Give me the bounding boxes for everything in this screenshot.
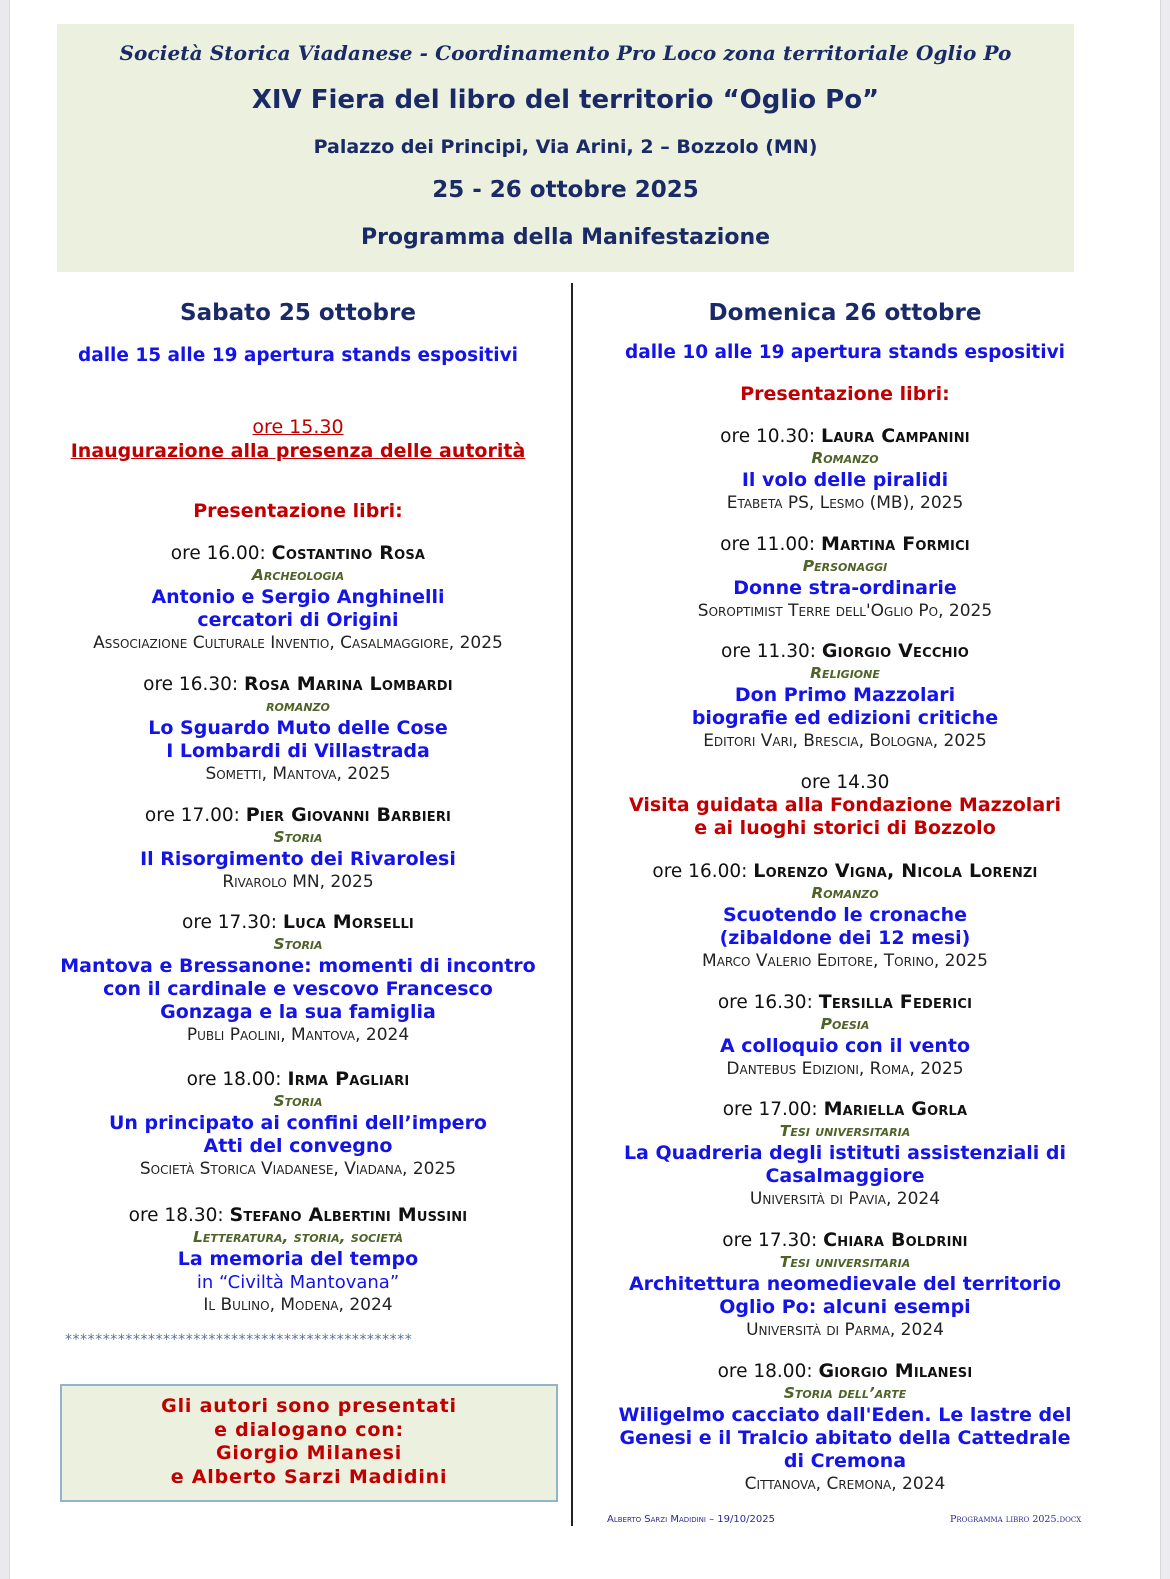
- event-time: ore 17.00:: [722, 1099, 818, 1120]
- event-title-line: biografie ed edizioni critiche: [691, 707, 999, 729]
- event-author: Giorgio Milanesi: [818, 1360, 973, 1382]
- visit-time: ore 14.30: [800, 772, 890, 793]
- event-title-line: Antonio e Sergio Anghinelli: [151, 586, 445, 608]
- sunday-event: [600, 860, 1090, 972]
- event-title-line: Lo Sguardo Muto delle Cose: [148, 717, 448, 739]
- event-title-line: I Lombardi di Villastrada: [166, 740, 430, 762]
- sunday-event: [600, 1098, 1090, 1210]
- event-title-line: Oglio Po: alcuni esempi: [719, 1296, 971, 1318]
- sunday-event: [600, 425, 1090, 514]
- event-author: Rosa Marina Lombardi: [244, 673, 453, 695]
- event-genre: Storia dell’arte: [783, 1384, 907, 1402]
- moderators-note: [60, 1384, 558, 1502]
- header-banner: [57, 24, 1074, 272]
- sunday-title: Domenica 26 ottobre: [708, 300, 982, 326]
- event-publisher: Etabeta PS, Lesmo (MB), 2025: [726, 493, 964, 513]
- event-author: Irma Pagliari: [287, 1068, 410, 1090]
- inauguration-text: Inaugurazione alla presenza delle autorità: [70, 440, 526, 462]
- saturday-event: [57, 542, 539, 654]
- event-publisher: Università di Pavia, 2024: [749, 1189, 941, 1209]
- column-divider: [571, 283, 573, 1526]
- event-title-line: Gonzaga e la sua famiglia: [160, 1001, 436, 1023]
- viewer-scrollbar[interactable]: [1160, 0, 1170, 1579]
- visit-title-line: e ai luoghi storici di Bozzolo: [694, 817, 996, 839]
- sunday-event: [600, 533, 1090, 622]
- sunday-event: [600, 991, 1090, 1080]
- event-title-line: Don Primo Mazzolari: [734, 684, 956, 706]
- inauguration-time: ore 15.30: [252, 416, 344, 438]
- event-genre: Personaggi: [802, 557, 888, 575]
- event-time: ore 16.00:: [170, 543, 266, 564]
- sunday-presentations-label: Presentazione libri:: [740, 383, 950, 405]
- event-genre: Romanzo: [811, 884, 879, 902]
- event-publisher: Associazione Culturale Inventio, Casalmaggiore, 2025: [93, 633, 503, 653]
- saturday-event: [57, 911, 539, 1046]
- sunday-event: [600, 1229, 1090, 1341]
- event-time: ore 11.30:: [721, 641, 816, 662]
- event-title-line: Il Risorgimento dei Rivarolesi: [140, 848, 456, 870]
- event-author: Giorgio Vecchio: [821, 640, 969, 662]
- event-publisher: Marco Valerio Editore, Torino, 2025: [702, 951, 988, 971]
- guided-visit: [600, 771, 1090, 840]
- event-time: ore 16.00:: [652, 861, 748, 882]
- event-time: ore 18.00:: [186, 1069, 282, 1090]
- event-author: Tersilla Federici: [818, 991, 973, 1013]
- event-time: ore 17.30:: [182, 912, 277, 933]
- event-author: Chiara Boldrini: [823, 1229, 968, 1251]
- event-title-line: Casalmaggiore: [765, 1165, 925, 1187]
- event-genre: Poesia: [820, 1015, 870, 1033]
- event-author: Pier Giovanni Barbieri: [245, 804, 452, 826]
- event-title-line: La Quadreria degli istituti assistenziali di: [623, 1142, 1067, 1164]
- venue: Palazzo dei Principi, Via Arini, 2 – Bozzolo (MN): [313, 136, 818, 158]
- event-publisher: Editori Vari, Brescia, Bologna, 2025: [703, 731, 987, 751]
- program-heading: Programma della Manifestazione: [360, 225, 771, 250]
- saturday-event: [57, 673, 539, 785]
- event-genre: Romanzo: [811, 449, 879, 467]
- saturday-stands: dalle 15 alle 19 apertura stands espositivi: [77, 345, 519, 366]
- saturday-event: [57, 1204, 539, 1316]
- footer-filename: Programma libro 2025.docx: [950, 1514, 1082, 1525]
- footer-author-date: Alberto Sarzi Madidini – 19/10/2025: [607, 1514, 775, 1525]
- event-author: Laura Campanini: [821, 425, 970, 447]
- event-subtitle: in “Civiltà Mantovana”: [196, 1272, 400, 1293]
- event-publisher: Dantebus Edizioni, Roma, 2025: [726, 1059, 964, 1079]
- event-author: Lorenzo Vigna, Nicola Lorenzi: [753, 860, 1038, 882]
- event-time: ore 17.30:: [722, 1230, 818, 1251]
- event-publisher: Società Storica Viadanese, Viadana, 2025: [139, 1159, 457, 1179]
- event-time: ore 18.30:: [128, 1205, 224, 1226]
- sunday-stands: dalle 10 alle 19 apertura stands espositivi: [624, 342, 1066, 363]
- saturday-title: Sabato 25 ottobre: [180, 300, 416, 326]
- event-title-line: con il cardinale e vescovo Francesco: [103, 978, 493, 1000]
- event-title-line: La memoria del tempo: [177, 1248, 419, 1270]
- viewer-left-edge: [0, 0, 10, 1579]
- event-title-line: Un principato ai confini dell’impero: [108, 1112, 487, 1134]
- event-publisher: Publi Paolini, Mantova, 2024: [186, 1025, 410, 1045]
- saturday-event: [57, 1068, 539, 1180]
- event-title-line: Mantova e Bressanone: momenti di incontro: [60, 955, 536, 977]
- note-line: Gli autori sono presentati: [161, 1395, 457, 1417]
- event-genre: Letteratura, storia, società: [192, 1228, 404, 1246]
- event-genre: Archeologia: [251, 566, 345, 584]
- event-time: ore 16.30:: [717, 992, 813, 1013]
- event-time: ore 16.30:: [143, 674, 239, 695]
- event-title-line: Il volo delle piralidi: [741, 469, 949, 491]
- event-title-line: Atti del convegno: [203, 1135, 393, 1157]
- event-time: ore 18.00:: [717, 1361, 813, 1382]
- event-title-line: Donne stra-ordinarie: [733, 577, 957, 599]
- event-genre: Tesi universitaria: [779, 1122, 911, 1140]
- event-title-line: Wiligelmo cacciato dall'Eden. Le lastre del: [618, 1404, 1072, 1426]
- event-time: ore 10.30:: [720, 426, 816, 447]
- event-title-line: di Cremona: [783, 1450, 907, 1472]
- event-publisher: Rivarolo MN, 2025: [222, 872, 374, 892]
- event-author: Mariella Gorla: [823, 1098, 968, 1120]
- organizers: Società Storica Viadanese - Coordinamento Pro Loco zona territoriale Oglio Po: [119, 41, 1012, 65]
- event-author: Costantino Rosa: [271, 542, 426, 564]
- event-title-line: Scuotendo le cronache: [722, 904, 967, 926]
- event-publisher: Università di Parma, 2024: [746, 1320, 944, 1340]
- saturday-presentations-label: Presentazione libri:: [193, 500, 403, 522]
- event-dates: 25 - 26 ottobre 2025: [432, 177, 699, 203]
- saturday-event: [57, 804, 539, 893]
- event-title-line: (zibaldone dei 12 mesi): [719, 927, 971, 949]
- event-genre: romanzo: [266, 697, 330, 715]
- event-genre: Storia: [273, 1092, 323, 1110]
- event-time: ore 11.00:: [720, 534, 816, 555]
- star-separator: **********************************************: [65, 1332, 413, 1348]
- event-author: Luca Morselli: [282, 911, 414, 933]
- note-line: e Alberto Sarzi Madidini: [170, 1465, 448, 1488]
- event-title: XIV Fiera del libro del territorio “Oglio Po”: [251, 85, 880, 115]
- sunday-event: [600, 640, 1090, 752]
- note-line: Giorgio Milanesi: [215, 1442, 403, 1464]
- event-publisher: Il Bulino, Modena, 2024: [203, 1295, 393, 1315]
- event-publisher: Sometti, Mantova, 2025: [205, 764, 391, 784]
- event-title-line: Genesi e il Tralcio abitato della Cattedrale: [619, 1427, 1071, 1449]
- event-title-line: cercatori di Origini: [197, 609, 399, 631]
- note-line: e dialogano con:: [214, 1418, 404, 1441]
- sunday-event: [600, 1360, 1090, 1495]
- event-genre: Storia: [273, 935, 323, 953]
- event-author: Stefano Albertini Mussini: [229, 1204, 468, 1226]
- event-time: ore 17.00:: [144, 805, 240, 826]
- visit-title-line: Visita guidata alla Fondazione Mazzolari: [628, 794, 1062, 816]
- event-genre: Religione: [810, 664, 880, 682]
- event-publisher: Soroptimist Terre dell'Oglio Po, 2025: [697, 601, 993, 621]
- event-title-line: Architettura neomedievale del territorio: [628, 1273, 1062, 1295]
- event-title-line: A colloquio con il vento: [719, 1035, 971, 1057]
- event-author: Martina Formici: [821, 533, 970, 555]
- event-genre: Tesi universitaria: [779, 1253, 911, 1271]
- event-publisher: Cittanova, Cremona, 2024: [744, 1474, 946, 1494]
- event-genre: Storia: [273, 828, 323, 846]
